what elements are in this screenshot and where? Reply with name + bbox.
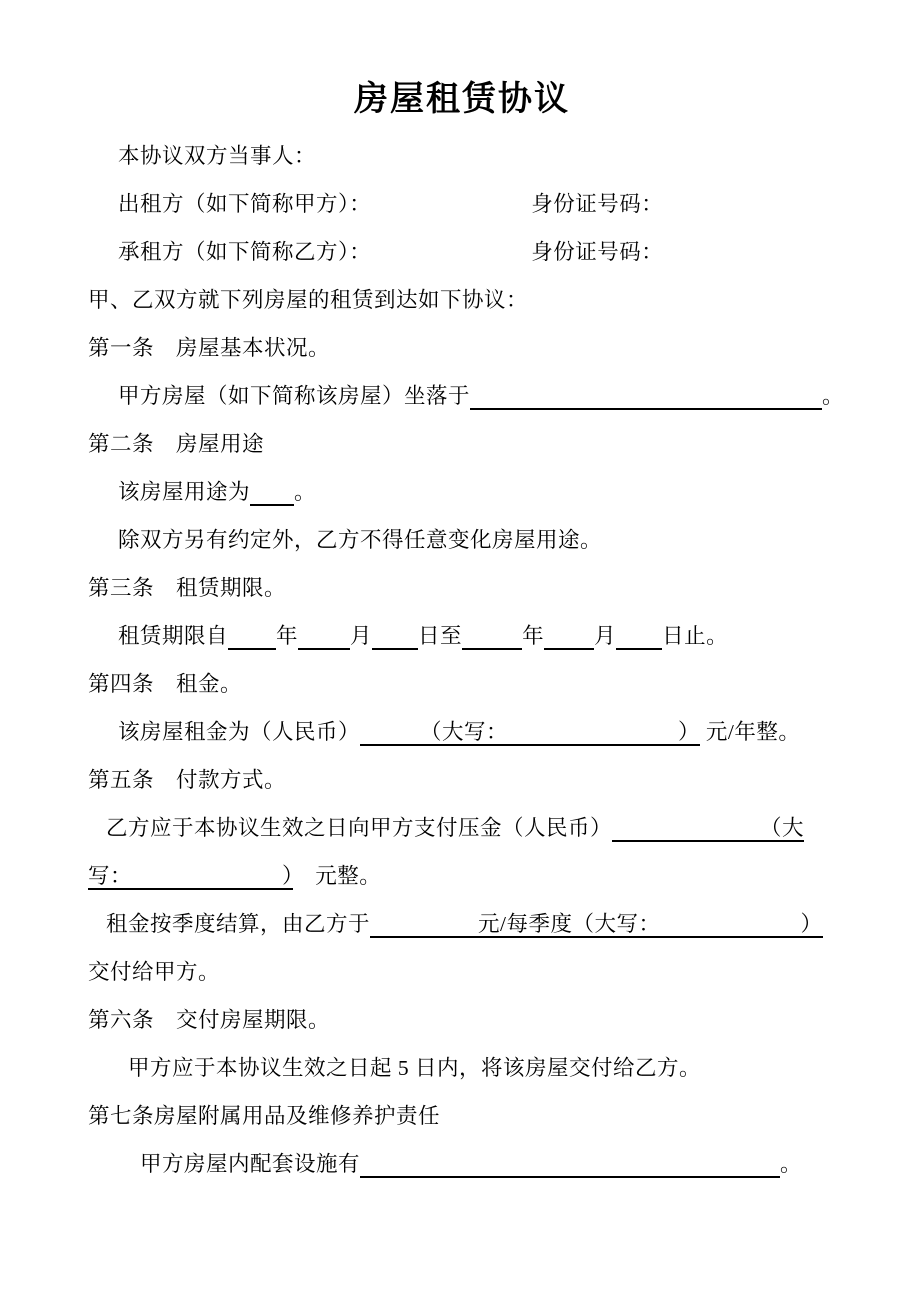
text-run: 年 (276, 624, 299, 648)
underline-run (462, 624, 522, 650)
text-run: 除双方另有约定外，乙方不得任意变化房屋用途。 (118, 528, 603, 552)
facilities-line (88, 1140, 836, 1188)
underline-run (250, 480, 294, 506)
blank-field (360, 738, 420, 739)
lease-term-line (88, 612, 836, 660)
text-run: 。 (780, 1152, 803, 1176)
text-run: 第五条 付款方式。 (88, 768, 287, 792)
text-run: 甲方房屋内配套设施有 (140, 1152, 361, 1176)
blank-field (250, 498, 294, 499)
lessee-line (88, 228, 836, 276)
underline-run (616, 624, 662, 650)
text-run: 本协议双方当事人： (118, 144, 317, 168)
house-location-line (88, 372, 845, 420)
blank-field (372, 642, 418, 643)
text-run: （大 (760, 816, 805, 840)
underline-run (372, 624, 418, 650)
article-1-heading (88, 324, 836, 372)
document-body (88, 132, 845, 1188)
quarterly-payment-line (88, 900, 836, 948)
text-run: ） (282, 864, 294, 888)
article-7-heading (88, 1092, 836, 1140)
text-run: 甲、乙双方就下列房屋的租赁到达如下协议： (88, 288, 529, 312)
text-run: 元/每季度（大写： (478, 912, 661, 936)
parties-intro (88, 132, 836, 180)
blank-field (508, 738, 678, 739)
text-run: ） (678, 720, 701, 744)
text-run: 第七条房屋附属用品及维修养护责任 (88, 1104, 441, 1128)
text-run: 月 (594, 624, 617, 648)
text-run: 元/年整。 (700, 720, 801, 744)
text-run: 月 (350, 624, 373, 648)
text-run: 日至 (418, 624, 463, 648)
house-usage-line (88, 468, 836, 516)
blank-field (462, 642, 522, 643)
text-run: 租金按季度结算，由乙方于 (106, 912, 371, 936)
text-run: 元整。 (293, 864, 382, 888)
underline-run (228, 624, 276, 650)
text-run: 租赁期限自 (118, 624, 229, 648)
text-run: 第二条 房屋用途 (88, 432, 265, 456)
blank-field (661, 930, 801, 931)
underline-run (544, 624, 594, 650)
underline-run (360, 720, 700, 746)
blank-field (132, 882, 282, 883)
article-2-heading (88, 420, 836, 468)
underline-run (298, 624, 350, 650)
blank-field (228, 642, 276, 643)
article-3-heading (88, 564, 836, 612)
deposit-line (88, 804, 836, 852)
text-run: 身份证号码： (531, 240, 664, 264)
text-run: 出租方（如下简称甲方）： (118, 192, 372, 216)
usage-restriction-line (88, 516, 836, 564)
underline-run (612, 816, 804, 842)
article-6-heading (88, 996, 836, 1044)
text-run: ） (800, 912, 823, 936)
underline-run (360, 1152, 780, 1178)
spacer (371, 258, 531, 259)
text-run: 交付给甲方。 (88, 960, 221, 984)
text-run: 该房屋租金为（人民币） (118, 720, 361, 744)
text-run: 该房屋用途为 (118, 480, 251, 504)
blank-field (298, 642, 350, 643)
text-run: 第三条 租赁期限。 (88, 576, 287, 600)
delivery-term-line (88, 1044, 836, 1092)
article-4-heading (88, 660, 836, 708)
blank-field (544, 642, 594, 643)
text-run: 承租方（如下简称乙方）： (118, 240, 372, 264)
blank-field (470, 402, 822, 403)
quarterly-payment-continued (88, 948, 836, 996)
blank-field (616, 642, 662, 643)
text-run: 乙方应于本协议生效之日向甲方支付压金（人民币） (106, 816, 613, 840)
text-run: 。 (294, 480, 317, 504)
rent-amount-line (88, 708, 836, 756)
text-run: 第六条 交付房屋期限。 (88, 1008, 331, 1032)
lessor-line (88, 180, 836, 228)
underline-run (88, 864, 293, 890)
document-title: 房屋租赁协议 (354, 81, 570, 118)
blank-field (370, 930, 478, 931)
underline-run (370, 912, 823, 938)
text-run: 第一条 房屋基本状况。 (88, 336, 331, 360)
text-run: 日止。 (662, 624, 729, 648)
agreement-intro (88, 276, 836, 324)
text-run: 第四条 租金。 (88, 672, 243, 696)
text-run: 甲方房屋（如下简称该房屋）坐落于 (118, 384, 471, 408)
spacer (371, 210, 531, 211)
blank-field (612, 834, 760, 835)
text-run: 身份证号码： (531, 192, 664, 216)
text-run: （大写： (420, 720, 509, 744)
text-run: 。 (822, 384, 845, 408)
deposit-line-continued (88, 852, 836, 900)
article-5-heading (88, 756, 836, 804)
text-run: 写： (88, 864, 133, 888)
text-run: 年 (522, 624, 545, 648)
underline-run (470, 384, 822, 410)
text-run: 甲方应于本协议生效之日起 5 日内，将该房屋交付给乙方。 (128, 1056, 702, 1080)
blank-field (360, 1170, 780, 1171)
